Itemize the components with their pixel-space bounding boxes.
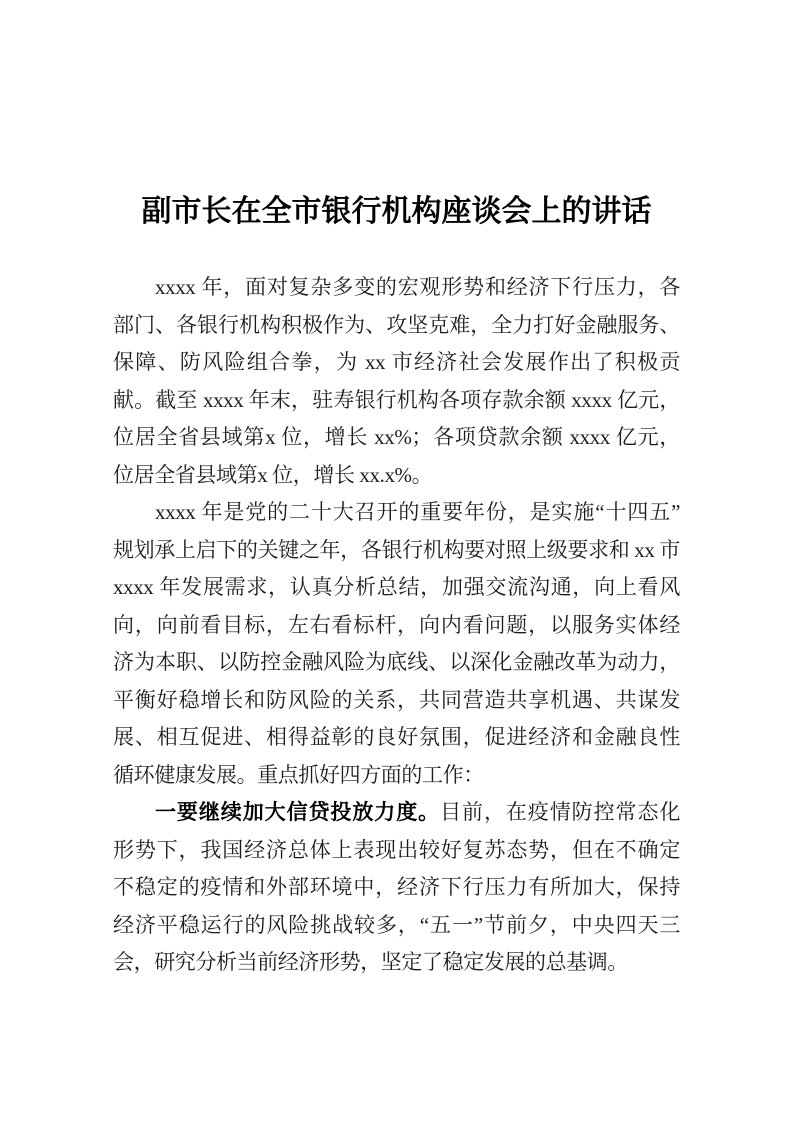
document-title: 副市长在全市银行机构座谈会上的讲话 [141,195,652,228]
text-line: 部门、各银行机构积极作为、攻坚克难，全力打好金融服务、 [113,312,680,337]
text-line: 献。截至 xxxx 年末，驻寿银行机构各项存款余额 xxxx 亿元， [113,387,680,412]
text-line: 展、相互促进、相得益彰的良好氛围，促进经济和金融良性 [113,725,680,749]
text-line: 形势下，我国经济总体上表现出较好复苏态势，但在不确定 [113,837,680,862]
text-line: xxxx 年是党的二十大召开的重要年份，是实施“十四五” [155,500,680,524]
bold-lead-heading: 一要继续加大信贷投放力度。 [155,801,441,824]
paragraph [113,269,680,494]
text-line: 保障、防风险组合拳，为 xx 市经济社会发展作出了积极贡 [113,350,680,374]
text-line: 循环健康发展。重点抓好四方面的工作： [113,762,484,787]
text-line: 不稳定的疫情和外部环境中，经济下行压力有所加大，保持 [113,875,680,899]
text-line: xxxx 年，面对复杂多变的宏观形势和经济下行压力，各 [155,275,680,299]
text-line: 经济平稳运行的风险挑战较多，“五一”节前夕，中央四天三 [113,912,680,937]
text-line: 规划承上启下的关键之年，各银行机构要对照上级要求和 xx 市 [113,537,680,562]
paragraph [113,494,680,794]
text-line: 济为本职、以防控金融风险为底线、以深化金融改革为动力， [113,650,680,674]
text-line: xxxx 年发展需求，认真分析总结，加强交流沟通，向上看风 [113,575,680,599]
document-body [113,269,680,982]
text-line: 位居全省县域第x 位，增长 xx%；各项贷款余额 xxxx 亿元， [113,425,680,449]
text-line: 平衡好稳增长和防风险的关系，共同营造共享机遇、共谋发 [113,687,680,712]
text-line: 位居全省县域第x 位，增长 xx.x%。 [113,462,433,487]
text-line: 一要继续加大信贷投放力度。目前，在疫情防控常态化 [155,800,680,824]
paragraph [113,794,680,982]
text-line: 向，向前看目标，左右看标杆，向内看问题，以服务实体经 [113,612,680,637]
text-line: 会，研究分析当前经济形势，坚定了稳定发展的总基调。 [113,950,628,974]
